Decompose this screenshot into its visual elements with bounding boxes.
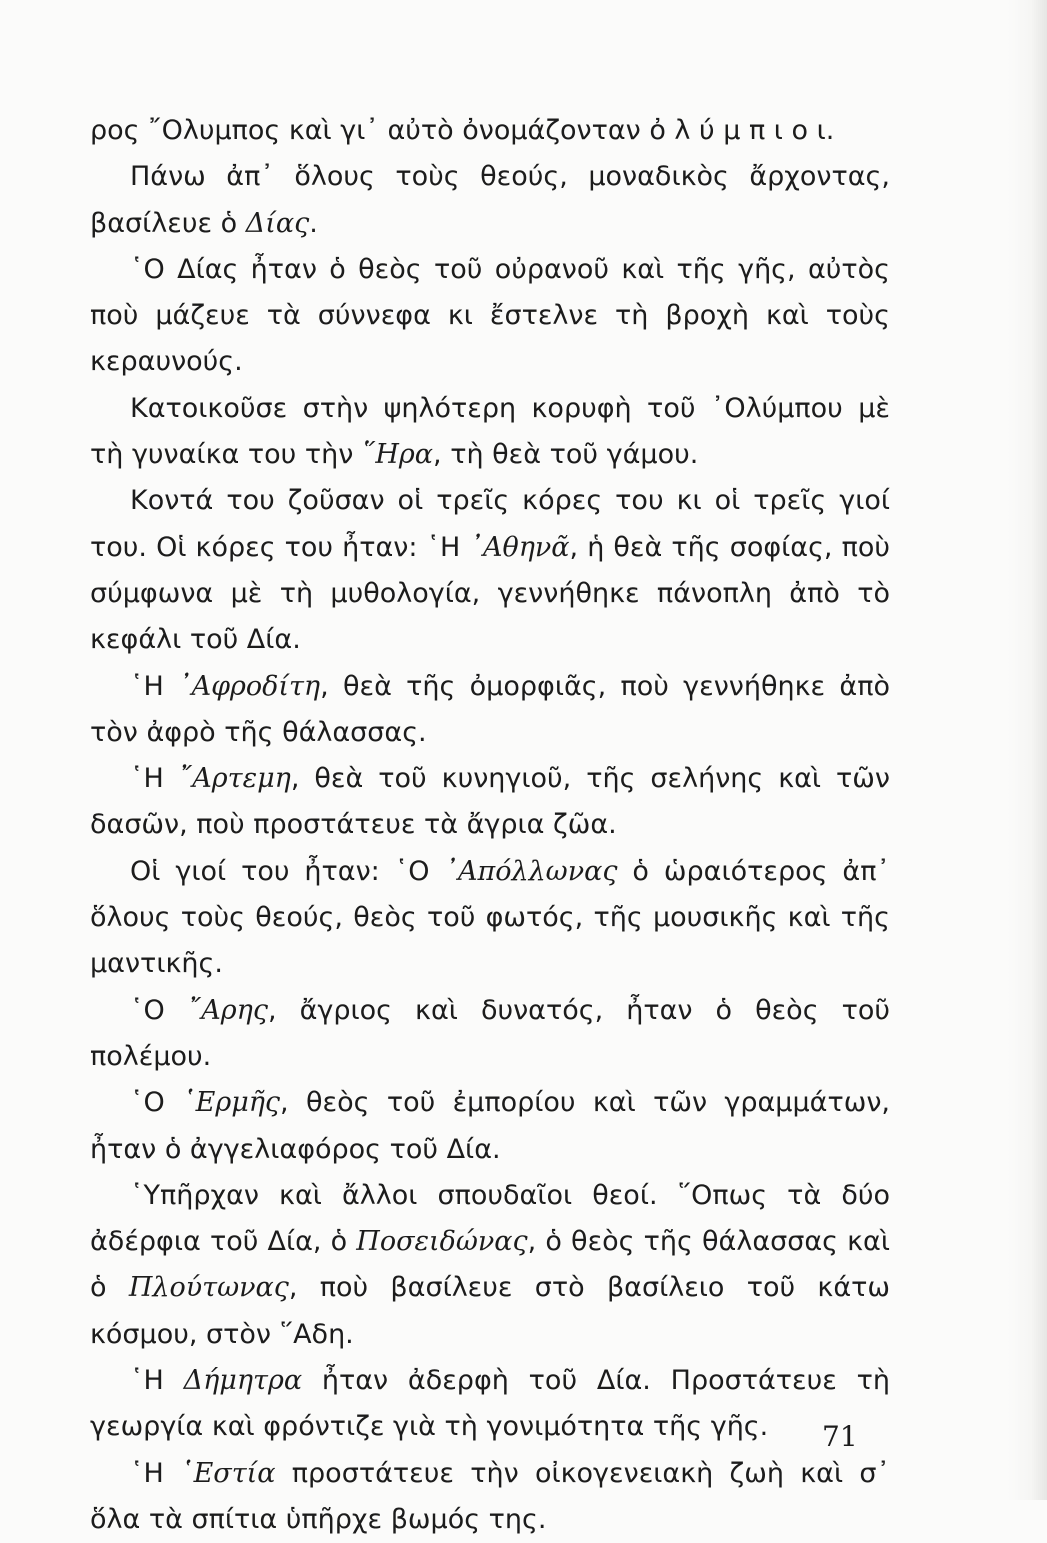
paragraph-text: ῾Η [130, 670, 179, 702]
deity-name: ᾽Αθηνᾶ [469, 531, 570, 563]
paragraph-text: , ὁ θεὸς τῆς θάλασσας καὶ ὁ [90, 1226, 890, 1304]
deity-name: ᾽Απόλλωνας [444, 855, 618, 887]
paragraph-text: Οἱ γιοί του ἦταν: ῾Ο [130, 855, 445, 887]
paragraph-6 [90, 664, 890, 757]
paragraph-7 [90, 756, 890, 849]
paragraph-text: ῾Η [130, 1365, 184, 1397]
paragraph-12 [90, 1358, 890, 1451]
paragraph-text: . [309, 207, 318, 239]
paragraph-4 [90, 386, 890, 479]
paragraph-text: ῾Υπῆρχαν καὶ ἄλλοι σπουδαῖοι θεοί. ῞Οπως τὰ δύο ἀδέρφια τοῦ Δία, ὁ [90, 1179, 890, 1258]
paragraph-text: , ἡ θεὰ τῆς σοφίας, ποὺ σύμφωνα μὲ τὴ μυθολογία, γεννήθηκε πάνοπλη ἀπὸ τὸ κεφάλι τοῦ Δία. [90, 531, 890, 656]
paragraph-text: , θεὸς τοῦ ἐμπορίου καὶ τῶν γραμμάτων, ἦταν ὁ ἀγγελιαφόρος τοῦ Δία. [90, 1087, 890, 1165]
paragraph-text: , θεὰ τῆς ὀμορφιᾶς, ποὺ γεννήθηκε ἀπὸ τὸν ἀφρὸ τῆς θάλασσας. [90, 670, 890, 748]
page-number: 71 [822, 1420, 858, 1453]
paragraph-11 [90, 1173, 890, 1358]
page-edge-shadow [1007, 0, 1047, 1500]
deity-name: Ποσειδώνας [356, 1226, 528, 1258]
deity-name: ῾Εστία [180, 1457, 276, 1489]
paragraph-text: ῾Ο [130, 994, 188, 1026]
paragraph-1 [90, 108, 890, 154]
paragraph-text: ἦταν ἀδερφὴ τοῦ Δία. Προστάτευε τὴ γεωργία καὶ φρόντιζε γιὰ τὴ γονιμότητα τῆς γῆς. [90, 1365, 890, 1443]
paragraph-text: , θεὰ τοῦ κυνηγιοῦ, τῆς σελήνης καὶ τῶν δασῶν, ποὺ προστάτευε τὰ ἄγρια ζῶα. [90, 763, 891, 841]
deity-name: ῎Αρτεμη [178, 763, 291, 795]
deity-name: ῞Ηρα [361, 439, 434, 471]
deity-name: ᾽Αφροδίτη [178, 670, 321, 702]
paragraph-text: , τὴ θεὰ τοῦ γάμου. [433, 439, 699, 471]
paragraph-text: ῾Η [130, 763, 179, 795]
paragraph-5 [90, 478, 890, 663]
deity-name: Δήμητρα [183, 1365, 303, 1397]
body-text [90, 108, 890, 1543]
deity-name: ῎Αρης [187, 994, 268, 1026]
paragraph-text: ρος ῎Ολυμπος καὶ γι᾽ αὐτὸ ὀνομάζονταν ὀ λ ύ μ π ι ο ι. [90, 115, 835, 146]
paragraph-text: ῾Η [130, 1457, 181, 1489]
paragraph-text: Πάνω ἀπ᾽ ὅλους τοὺς θεούς, μοναδικὸς ἄρχοντας, βασίλευε ὁ [90, 161, 890, 239]
paragraph-text: ὁ ὡραιότερος ἀπ᾽ ὅλους τοὺς θεούς, θεὸς τοῦ φωτός, τῆς μουσικῆς καὶ τῆς μαντικῆς. [90, 855, 890, 980]
deity-name: Δίας [245, 207, 310, 239]
deity-name: ῾Ερμῆς [182, 1087, 281, 1119]
paragraph-text: Κοντά του ζοῦσαν οἱ τρεῖς κόρες του κι οἱ τρεῖς γιοί του. Οἱ κόρες του ἦταν: ῾Η [90, 485, 890, 563]
paragraph-3 [90, 247, 890, 386]
paragraph-13 [90, 1451, 890, 1543]
paragraph-text: προστάτευε τὴν οἰκογενειακὴ ζωὴ καὶ σ᾽ ὅλα τὰ σπίτια ὑπῆρχε βωμός της. [90, 1457, 890, 1535]
paragraph-text: Κατοικοῦσε στὴν ψηλότερη κορυφὴ τοῦ ᾽Ολύμπου μὲ τὴ γυναίκα του τὴν [90, 392, 890, 471]
deity-name: Πλούτωνας [128, 1272, 289, 1304]
paragraph-text: , ποὺ βασίλευε στὸ βασίλειο τοῦ κάτω κόσμου, στὸν ῞Αδη. [90, 1272, 890, 1350]
paragraph-text: ῾Ο [130, 1087, 183, 1119]
paragraph-8 [90, 849, 890, 988]
paragraph-10 [90, 1080, 890, 1173]
paragraph-9 [90, 988, 890, 1081]
paragraph-2 [90, 154, 890, 247]
paragraph-text: , ἄγριος καὶ δυνατός, ἦταν ὁ θεὸς τοῦ πολέμου. [90, 994, 890, 1072]
paragraph-text: ῾Ο Δίας ἦταν ὁ θεὸς τοῦ οὐρανοῦ καὶ τῆς γῆς, αὐτὸς ποὺ μάζευε τὰ σύννεφα κι ἔστελνε τὴ βροχὴ καὶ τοὺς κεραυνούς. [90, 253, 890, 378]
